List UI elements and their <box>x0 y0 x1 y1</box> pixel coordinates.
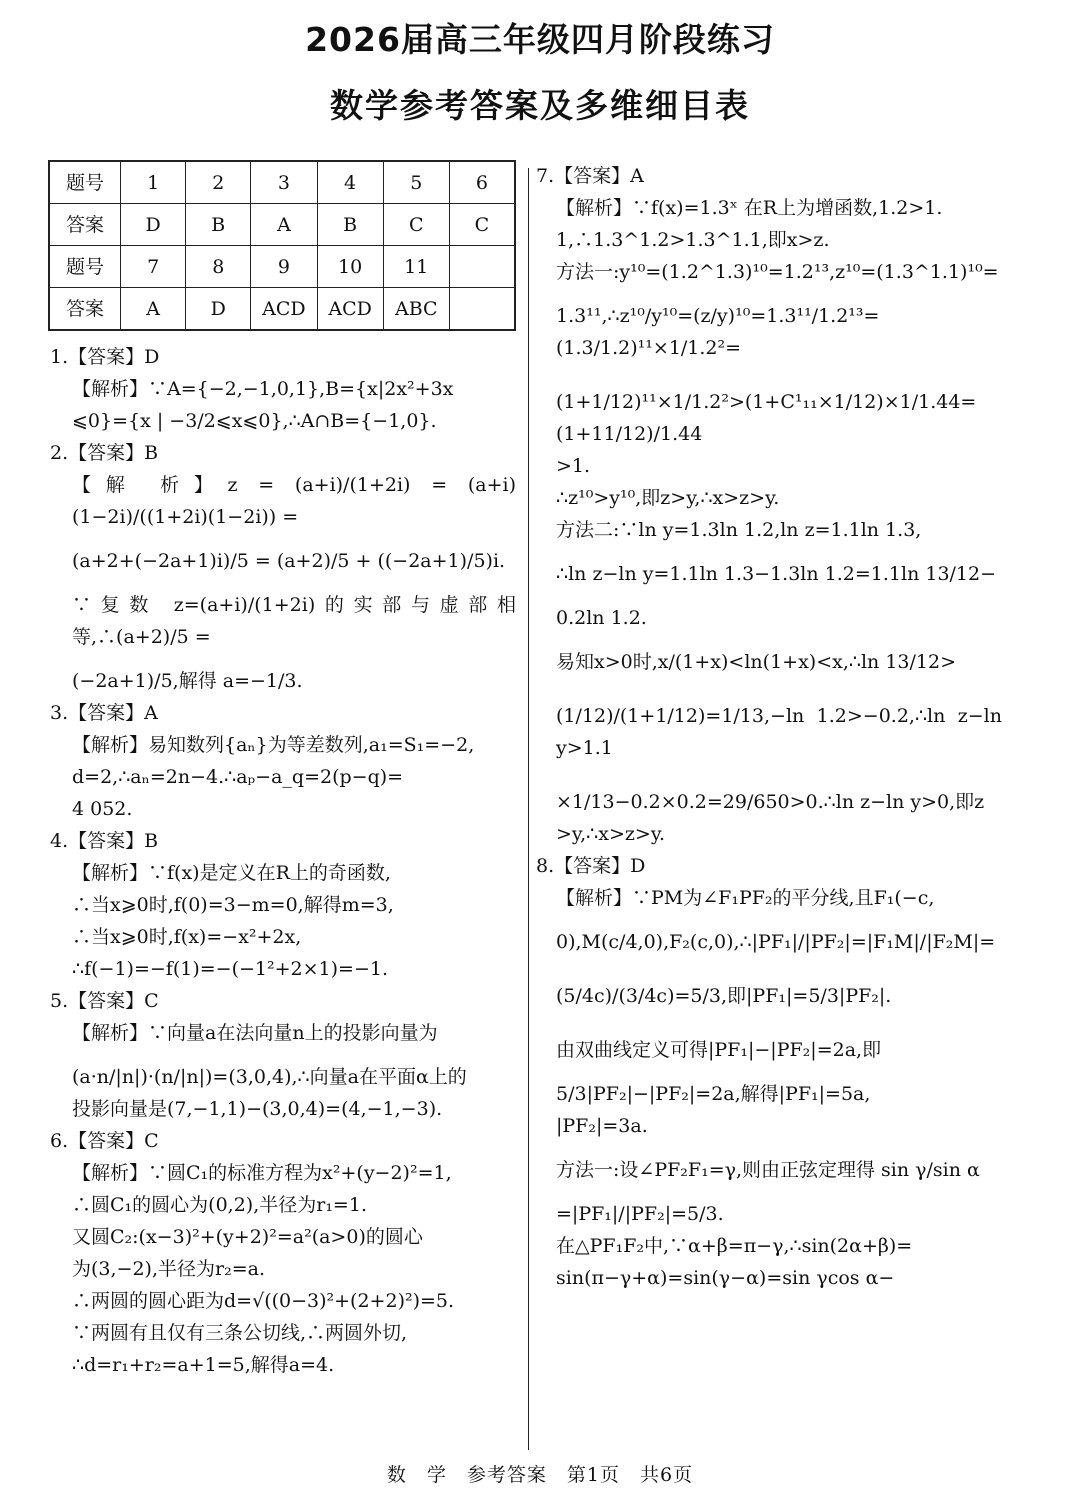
q6-line: ∴圆C₁的圆心为(0,2),半径为r₁=1. <box>72 1194 367 1216</box>
q4-line: 【解析】∵f(x)是定义在R上的奇函数, <box>72 862 391 884</box>
answer-table-cell: ACD <box>251 288 317 331</box>
q5-line: 【解析】∵向量a在法向量n上的投影向量为 <box>72 1022 438 1044</box>
q5-answer: 5.【答案】C <box>50 990 159 1012</box>
q6-answer: 6.【答案】C <box>50 1130 159 1152</box>
right-column <box>536 160 1002 1294</box>
q8-line: (5/4c)/(3/4c)=5/3,即|PF₁|=5/3|PF₂|. <box>556 985 892 1007</box>
q8-line: 由双曲线定义可得|PF₁|−|PF₂|=2a,即 <box>556 1039 882 1061</box>
column-divider <box>528 168 529 1450</box>
q1-line: ⩽0}={x | −3/2⩽x⩽0},∴A∩B={−1,0}. <box>72 410 437 432</box>
answer-table-cell: 8 <box>186 246 251 288</box>
answer-table-row <box>49 161 515 204</box>
answer-table-cell: 6 <box>449 161 515 204</box>
answer-table-header-cell: 题号 <box>49 161 121 204</box>
q2-line: 【解 析】z = (a+i)/(1+2i) = (a+i)(1−2i)/((1+2i)(1−2i)) = <box>72 474 516 528</box>
answer-table-cell: 10 <box>317 246 383 288</box>
answer-table-cell: 3 <box>251 161 317 204</box>
q8-line: 在△PF₁F₂中,∵α+β=π−γ,∴sin(2α+β)= <box>556 1235 913 1257</box>
q7-line: >1. <box>556 455 591 477</box>
answer-table-header-cell: 题号 <box>49 246 121 288</box>
answer-table-cell: B <box>317 204 383 246</box>
q7-line: (1+1/12)¹¹×1/1.2²>(1+C¹₁₁×1/12)×1/1.44=(1+11/12)/1.44 <box>556 391 977 445</box>
q8-line: 【解析】∵PM为∠F₁PF₂的平分线,且F₁(−c, <box>556 887 935 909</box>
q8-line: 5/3|PF₂|−|PF₂|=2a,解得|PF₁|=5a, <box>556 1083 871 1105</box>
answer-table-header-cell: 答案 <box>49 288 121 331</box>
answer-table-header-cell: 答案 <box>49 204 121 246</box>
q7-line: 方法二:∵ln y=1.3ln 1.2,ln z=1.1ln 1.3, <box>556 519 922 541</box>
q6-line: 又圆C₂:(x−3)²+(y+2)²=a²(a>0)的圆心 <box>72 1226 423 1248</box>
answer-table-cell: 7 <box>121 246 186 288</box>
q8-line: sin(π−γ+α)=sin(γ−α)=sin γcos α− <box>556 1267 895 1289</box>
q7-line: ∴z¹⁰>y¹⁰,即z>y,∴x>z>y. <box>556 487 780 509</box>
answer-table-row <box>49 288 515 331</box>
answer-table-cell: 9 <box>251 246 317 288</box>
q8-line: 方法一:设∠PF₂F₁=γ,则由正弦定理得 sin γ/sin α <box>556 1159 980 1181</box>
q1-line: 【解析】∵A={−2,−1,0,1},B={x|2x²+3x <box>72 378 454 400</box>
answer-table-cell: ABC <box>383 288 449 331</box>
q7-line: 易知x>0时,x/(1+x)<ln(1+x)<x,∴ln 13/12> <box>556 651 957 673</box>
q4-line: ∴当x⩾0时,f(x)=−x²+2x, <box>72 926 302 948</box>
q7-line: 0.2ln 1.2. <box>556 607 647 629</box>
q6-line: ∵两圆有且仅有三条公切线,∴两圆外切, <box>72 1322 408 1344</box>
q8-answer: 8.【答案】D <box>536 855 646 877</box>
answer-table-cell: D <box>121 204 186 246</box>
q6-line: 为(3,−2),半径为r₂=a. <box>72 1258 265 1280</box>
answer-table-cell: B <box>186 204 251 246</box>
answer-table-cell: 5 <box>383 161 449 204</box>
answer-table-cell: ACD <box>317 288 383 331</box>
q3-line: d=2,∴aₙ=2n−4.∴aₚ−a_q=2(p−q)= <box>72 766 404 788</box>
answer-table-cell: A <box>251 204 317 246</box>
q5-line: 投影向量是(7,−1,1)−(3,0,4)=(4,−1,−3). <box>72 1098 443 1120</box>
q7-line: 【解析】∵f(x)=1.3ˣ 在R上为增函数,1.2>1. <box>556 197 943 219</box>
q3-line: 【解析】易知数列{aₙ}为等差数列,a₁=S₁=−2, <box>72 734 475 756</box>
q1-answer: 1.【答案】D <box>50 346 160 368</box>
q2-line: (a+2+(−2a+1)i)/5 = (a+2)/5 + ((−2a+1)/5)i. <box>72 550 506 572</box>
answer-table-cell <box>449 246 515 288</box>
q7-line: (1/12)/(1+1/12)=1/13,−ln 1.2>−0.2,∴ln z−ln y>1.1 <box>556 705 1002 759</box>
page-footer: 数 学 参考答案 第1页 共6页 <box>386 1464 694 1486</box>
q8-line: =|PF₁|/|PF₂|=5/3. <box>556 1203 724 1225</box>
q2-line: ∵复数 z=(a+i)/(1+2i)的实部与虚部相等,∴(a+2)/5 = <box>72 594 516 648</box>
answer-table-cell <box>449 288 515 331</box>
q6-line: ∴两圆的圆心距为d=√((0−3)²+(2+2)²)=5. <box>72 1290 455 1312</box>
q7-line: 1,∴1.3^1.2>1.3^1.1,即x>z. <box>556 229 830 251</box>
answer-table-cell: D <box>186 288 251 331</box>
left-column <box>50 160 516 1381</box>
q7-line: ∴ln z−ln y=1.1ln 1.3−1.3ln 1.2=1.1ln 13/12− <box>556 563 997 585</box>
answer-table-cell: 4 <box>317 161 383 204</box>
answer-table-row <box>49 246 515 288</box>
q7-line: 方法一:y¹⁰=(1.2^1.3)¹⁰=1.2¹³,z¹⁰=(1.3^1.1)¹⁰= <box>556 261 999 283</box>
page-subtitle: 数学参考答案及多维细目表 <box>330 86 750 125</box>
q4-answer: 4.【答案】B <box>50 830 159 852</box>
q4-line: ∴f(−1)=−f(1)=−(−1²+2×1)=−1. <box>72 958 389 980</box>
answer-table-cell: A <box>121 288 186 331</box>
q5-line: (a·n/|n|)·(n/|n|)=(3,0,4),∴向量a在平面α上的 <box>72 1066 467 1088</box>
q6-line: ∴d=r₁+r₂=a+1=5,解得a=4. <box>72 1354 335 1376</box>
q8-line: 0),M(c/4,0),F₂(c,0),∴|PF₁|/|PF₂|=|F₁M|/|F₂M|= <box>556 931 996 953</box>
q3-answer: 3.【答案】A <box>50 702 158 724</box>
answer-table-cell: C <box>449 204 515 246</box>
q7-line: >y,∴x>z>y. <box>556 823 666 845</box>
answer-table-cell: C <box>383 204 449 246</box>
q4-line: ∴当x⩾0时,f(0)=3−m=0,解得m=3, <box>72 894 394 916</box>
q8-line: |PF₂|=3a. <box>556 1115 648 1137</box>
answer-table <box>48 160 516 331</box>
q3-line: 4 052. <box>72 798 133 820</box>
q7-line: ×1/13−0.2×0.2=29/650>0.∴ln z−ln y>0,即z <box>556 791 985 813</box>
answer-table-cell: 11 <box>383 246 449 288</box>
page-title: 2026届高三年级四月阶段练习 <box>305 20 775 59</box>
q2-answer: 2.【答案】B <box>50 442 159 464</box>
q6-line: 【解析】∵圆C₁的标准方程为x²+(y−2)²=1, <box>72 1162 452 1184</box>
answer-table-row <box>49 204 515 246</box>
q7-answer: 7.【答案】A <box>536 165 644 187</box>
answer-table-cell: 2 <box>186 161 251 204</box>
q7-line: 1.3¹¹,∴z¹⁰/y¹⁰=(z/y)¹⁰=1.3¹¹/1.2¹³=(1.3/1.2)¹¹×1/1.2²= <box>556 305 880 359</box>
answer-table-cell: 1 <box>121 161 186 204</box>
q2-line: (−2a+1)/5,解得 a=−1/3. <box>72 670 303 692</box>
